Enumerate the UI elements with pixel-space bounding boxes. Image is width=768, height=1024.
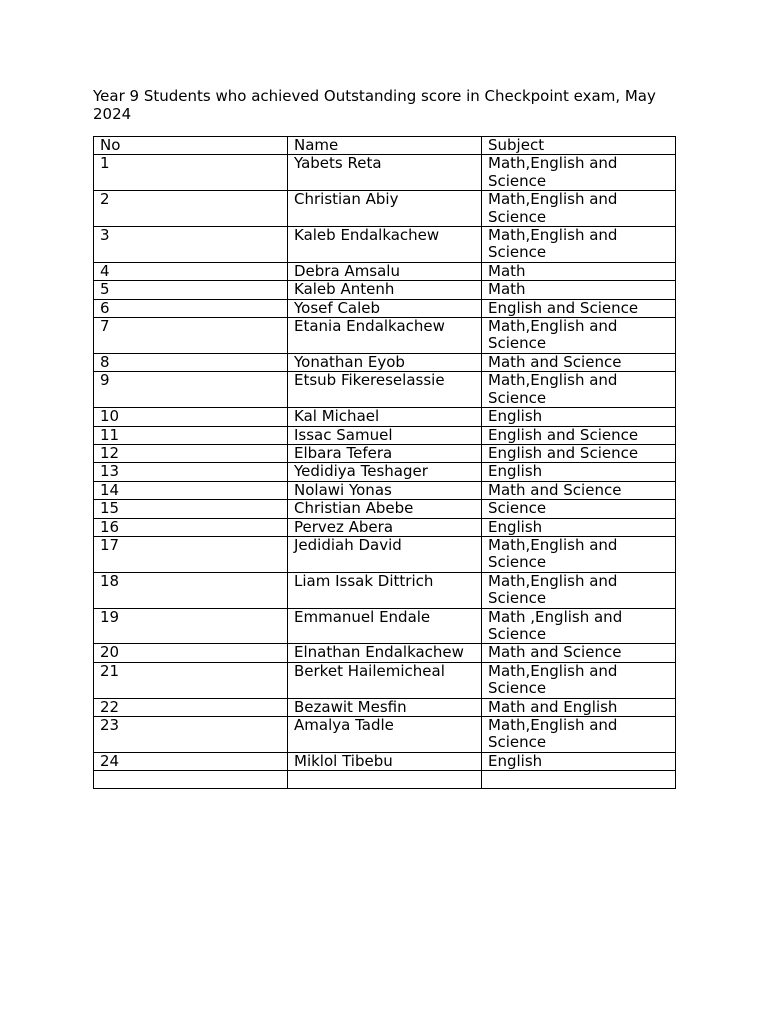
table-cell-no: 3 <box>94 227 288 263</box>
table-row <box>94 463 676 481</box>
table-cell-no: 2 <box>94 191 288 227</box>
table-body <box>94 155 676 789</box>
table-row <box>94 500 676 518</box>
table-row <box>94 408 676 426</box>
table-cell-name: Nolawi Yonas <box>288 481 482 499</box>
results-table <box>93 136 676 789</box>
table-row <box>94 191 676 227</box>
table-cell-name: Elnathan Endalkachew <box>288 644 482 662</box>
table-cell-no: 14 <box>94 481 288 499</box>
table-cell-no: 9 <box>94 372 288 408</box>
table-cell-empty <box>288 771 482 789</box>
table-cell-name: Etsub Fikereselassie <box>288 372 482 408</box>
table-cell-subject: English <box>482 408 676 426</box>
table-row <box>94 155 676 191</box>
table-row <box>94 644 676 662</box>
table-cell-subject: Math,English and Science <box>482 372 676 408</box>
table-cell-name: Berket Hailemicheal <box>288 662 482 698</box>
table-cell-subject: English <box>482 752 676 770</box>
table-cell-no: 23 <box>94 717 288 753</box>
table-row <box>94 281 676 299</box>
table-cell-subject: Math ,English and Science <box>482 608 676 644</box>
table-cell-name: Etania Endalkachew <box>288 318 482 354</box>
table-cell-no: 10 <box>94 408 288 426</box>
table-cell-subject: Math,English and Science <box>482 662 676 698</box>
table-cell-subject: English <box>482 463 676 481</box>
table-cell-no: 17 <box>94 536 288 572</box>
table-cell-subject: Math,English and Science <box>482 536 676 572</box>
table-row <box>94 717 676 753</box>
table-row <box>94 481 676 499</box>
table-cell-subject: English and Science <box>482 444 676 462</box>
table-cell-no: 16 <box>94 518 288 536</box>
column-header-name: Name <box>288 137 482 155</box>
table-cell-no: 8 <box>94 353 288 371</box>
table-cell-name: Kal Michael <box>288 408 482 426</box>
table-cell-subject: Science <box>482 500 676 518</box>
table-cell-name: Liam Issak Dittrich <box>288 572 482 608</box>
table-cell-subject: English and Science <box>482 426 676 444</box>
table-cell-subject: Math and Science <box>482 644 676 662</box>
table-row <box>94 536 676 572</box>
table-cell-no: 11 <box>94 426 288 444</box>
table-cell-subject: Math,English and Science <box>482 572 676 608</box>
document-title: Year 9 Students who achieved Outstanding score in Checkpoint exam, May 2024 <box>93 87 656 123</box>
table-cell-name: Miklol Tibebu <box>288 752 482 770</box>
table-cell-no: 24 <box>94 752 288 770</box>
table-row <box>94 572 676 608</box>
table-row <box>94 227 676 263</box>
table-cell-name: Kaleb Antenh <box>288 281 482 299</box>
column-header-no: No <box>94 137 288 155</box>
table-cell-name: Amalya Tadle <box>288 717 482 753</box>
table-cell-name: Emmanuel Endale <box>288 608 482 644</box>
table-cell-name: Yosef Caleb <box>288 299 482 317</box>
table-cell-name: Elbara Tefera <box>288 444 482 462</box>
table-cell-no: 21 <box>94 662 288 698</box>
table-row-empty <box>94 771 676 789</box>
table-cell-no: 12 <box>94 444 288 462</box>
table-cell-no: 22 <box>94 698 288 716</box>
table-cell-no: 1 <box>94 155 288 191</box>
table-cell-subject: Math,English and Science <box>482 155 676 191</box>
table-cell-name: Jedidiah David <box>288 536 482 572</box>
table-cell-name: Issac Samuel <box>288 426 482 444</box>
table-cell-no: 4 <box>94 262 288 280</box>
table-row <box>94 608 676 644</box>
table-cell-no: 6 <box>94 299 288 317</box>
table-cell-empty <box>94 771 288 789</box>
table-cell-subject: Math,English and Science <box>482 191 676 227</box>
table-cell-subject: Math,English and Science <box>482 227 676 263</box>
table-cell-subject: English and Science <box>482 299 676 317</box>
table-cell-subject: Math <box>482 262 676 280</box>
table-cell-name: Bezawit Mesfin <box>288 698 482 716</box>
table-row <box>94 518 676 536</box>
table-row <box>94 752 676 770</box>
table-cell-name: Christian Abiy <box>288 191 482 227</box>
table-cell-name: Kaleb Endalkachew <box>288 227 482 263</box>
table-cell-subject: Math and Science <box>482 481 676 499</box>
table-cell-name: Yabets Reta <box>288 155 482 191</box>
table-row <box>94 262 676 280</box>
table-header-row <box>94 137 676 155</box>
table-cell-no: 19 <box>94 608 288 644</box>
table-row <box>94 698 676 716</box>
table-cell-subject: Math and Science <box>482 353 676 371</box>
table-cell-name: Yedidiya Teshager <box>288 463 482 481</box>
table-cell-subject: Math and English <box>482 698 676 716</box>
table-cell-name: Yonathan Eyob <box>288 353 482 371</box>
table-cell-no: 13 <box>94 463 288 481</box>
table-cell-name: Debra Amsalu <box>288 262 482 280</box>
table-row <box>94 318 676 354</box>
table-row <box>94 444 676 462</box>
table-row <box>94 426 676 444</box>
table-row <box>94 372 676 408</box>
table-cell-name: Pervez Abera <box>288 518 482 536</box>
table-cell-subject: Math,English and Science <box>482 717 676 753</box>
table-cell-no: 5 <box>94 281 288 299</box>
table-cell-no: 20 <box>94 644 288 662</box>
table-row <box>94 353 676 371</box>
table-cell-no: 18 <box>94 572 288 608</box>
table-cell-subject: English <box>482 518 676 536</box>
column-header-subject: Subject <box>482 137 676 155</box>
table-cell-subject: Math,English and Science <box>482 318 676 354</box>
table-cell-subject: Math <box>482 281 676 299</box>
table-cell-no: 7 <box>94 318 288 354</box>
table-row <box>94 662 676 698</box>
table-cell-empty <box>482 771 676 789</box>
table-cell-name: Christian Abebe <box>288 500 482 518</box>
table-row <box>94 299 676 317</box>
table-cell-no: 15 <box>94 500 288 518</box>
